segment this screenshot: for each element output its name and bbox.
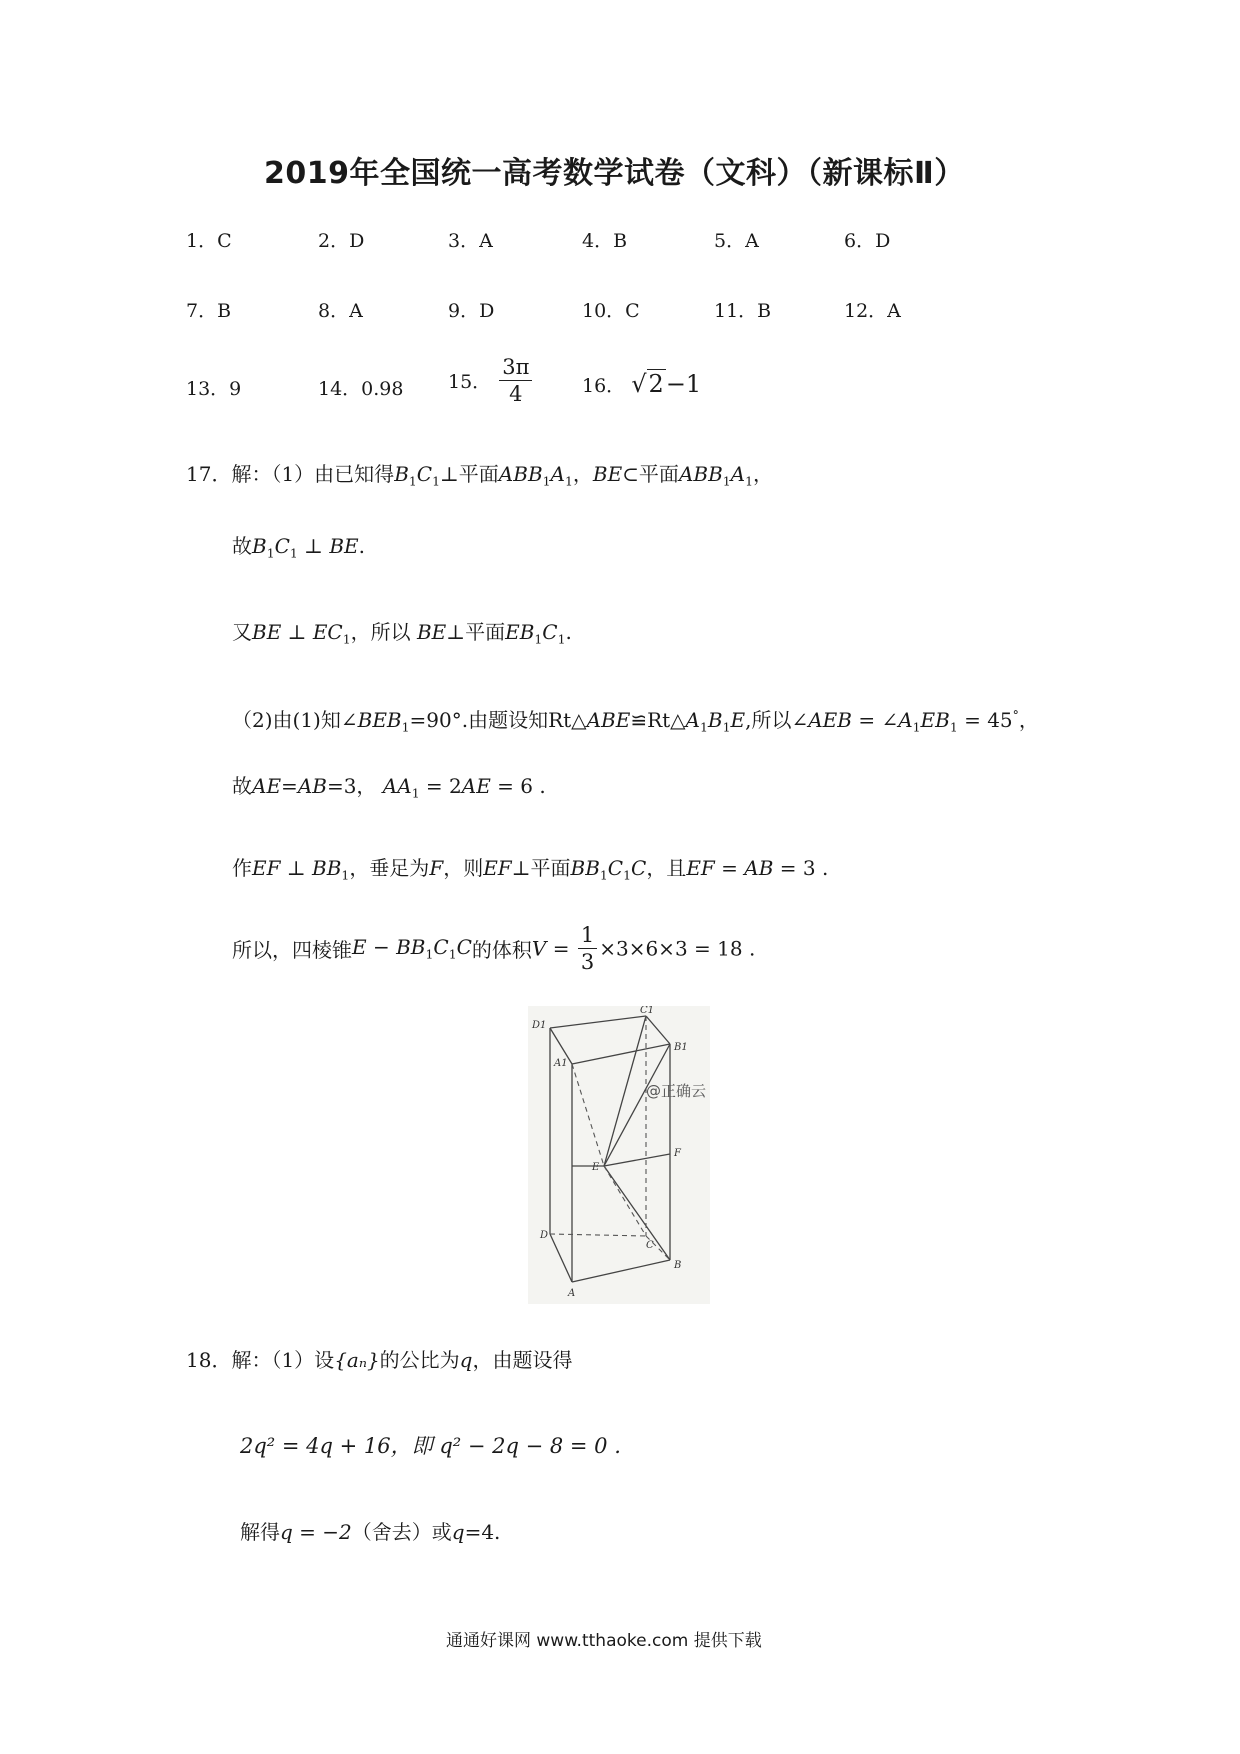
q17-text: ，则 bbox=[443, 856, 484, 880]
geometry-figure bbox=[528, 1006, 710, 1304]
label-D1: D1 bbox=[532, 1020, 547, 1031]
q17-line5: 故AE=AB=3， $AA_1 = 2AE = 6$ . bbox=[232, 774, 546, 801]
q17-part1-line1: 17．解：（1）由已知得$B_1C_1\perp$平面$ABB_1A_1$，BE⊂平面$ABB_1A_1$， bbox=[186, 462, 774, 489]
q18-text: 18．解：（1）设 bbox=[186, 1348, 335, 1372]
answer-1: 1．C bbox=[186, 230, 232, 252]
q17-text: = 2 bbox=[419, 774, 462, 798]
radicand: 2 bbox=[648, 370, 664, 398]
q17-text: 故 bbox=[232, 534, 252, 558]
q17-text: = bbox=[281, 774, 298, 798]
answer-16 bbox=[582, 370, 701, 398]
answer-2: 2．D bbox=[318, 230, 365, 252]
answer-16-sqrt: √2 bbox=[631, 370, 664, 398]
answer-3: 3．A bbox=[448, 230, 493, 252]
label-C1: C1 bbox=[640, 1006, 655, 1016]
answer-5: 5．A bbox=[714, 230, 759, 252]
q17-part2-line1: （2)由(1)知$\angle BEB_1=90^\circ$.由题设知$Rt\triangle ABE≌Rt\triangle A_1B_1E$,所以∠AEB = $\angle A_1EB_1 = 45^\circ$， bbox=[232, 707, 1039, 735]
q18-text: 的公比为 bbox=[379, 1348, 460, 1372]
q17-text: ⊂平面 bbox=[622, 462, 679, 486]
page-title: 2019年全国统一高考数学试卷（文科）（新课标Ⅱ） bbox=[264, 156, 965, 191]
answer-14: 14．0.98 bbox=[318, 378, 404, 400]
q17-line2: 故$B_1C_1$ ⊥ BE. bbox=[232, 534, 365, 561]
q17-text: = ∠ bbox=[851, 708, 899, 732]
q18-math: q bbox=[451, 1520, 465, 1544]
label-B: B bbox=[674, 1260, 682, 1271]
answer-15 bbox=[448, 356, 534, 405]
q17-text: ， bbox=[1018, 708, 1039, 732]
q18-line1: 18．解：（1）设{aₙ}的公比为q，由题设得 bbox=[186, 1348, 573, 1372]
q18-text: 解得 bbox=[240, 1520, 280, 1544]
label-A1: A1 bbox=[554, 1058, 568, 1069]
sequence-symbol: {aₙ} bbox=[334, 1348, 380, 1372]
q17-text: ，且 bbox=[646, 856, 687, 880]
q17-text: . bbox=[565, 620, 572, 644]
q17-text: = bbox=[714, 856, 745, 880]
answer-6: 6．D bbox=[844, 230, 891, 252]
q17-text: 的体积 bbox=[471, 938, 532, 963]
page-footer: 通通好课网 www.tthaoke.com 提供下载 bbox=[446, 1631, 762, 1651]
prism-diagram bbox=[528, 1006, 710, 1304]
q18-text: （舍去）或 bbox=[351, 1520, 452, 1544]
answer-8: 8．A bbox=[318, 300, 363, 322]
q17-text: 故 bbox=[232, 774, 252, 798]
q17-line3: 又BE ⊥ $EC_1$，所以 BE⊥平面$EB_1C_1$. bbox=[232, 620, 572, 647]
q17-text: 作 bbox=[232, 856, 252, 880]
label-B1: B1 bbox=[674, 1042, 688, 1053]
q17-text: ， bbox=[572, 462, 593, 486]
label-F: F bbox=[674, 1148, 681, 1159]
answer-7: 7．B bbox=[186, 300, 232, 322]
fraction-numerator: 1 bbox=[578, 924, 597, 949]
volume-fraction bbox=[578, 924, 597, 973]
q17-text: ⊥平面 bbox=[439, 462, 499, 486]
q17-text: ⊥平面 bbox=[511, 856, 571, 880]
q17-text: = 45 bbox=[957, 708, 1013, 732]
fraction-denominator: 3 bbox=[580, 950, 595, 975]
q17-line6: 作EF ⊥ $BB_1$，垂足为F，则EF⊥平面$BB_1C_1C$，且EF = AB = 3 . bbox=[232, 856, 829, 883]
answer-16-label: 16． bbox=[582, 375, 626, 397]
q18-line2: 2q² = 4q + 16，即 q² − 2q − 8 = 0 . bbox=[240, 1434, 621, 1458]
answer-15-label: 15． bbox=[448, 371, 492, 394]
q18-text: =4. bbox=[464, 1520, 501, 1544]
q17-text: ，所以 bbox=[350, 620, 411, 644]
q18-text: ，由题设得 bbox=[472, 1348, 573, 1372]
q17-line7: 所以，四棱锥$E - BB_1C_1C$的体积V = $\frac{1}{3}$ ×3×6×3 = 18 . bbox=[232, 923, 756, 975]
q17-text: . bbox=[358, 534, 365, 558]
answer-15-fraction bbox=[499, 356, 532, 405]
q17-text: = 3 . bbox=[773, 856, 829, 880]
answer-13: 13．9 bbox=[186, 378, 242, 400]
answer-12: 12．A bbox=[844, 300, 901, 322]
answer-4: 4．B bbox=[582, 230, 628, 252]
label-C: C bbox=[646, 1240, 654, 1251]
label-A: A bbox=[568, 1288, 576, 1299]
q17-text: ×3×6×3 = 18 . bbox=[599, 936, 756, 961]
q17-text: =3， bbox=[326, 774, 377, 798]
answer-11: 11．B bbox=[714, 300, 772, 322]
answer-10: 10．C bbox=[582, 300, 640, 322]
fraction-denominator: 4 bbox=[509, 382, 523, 407]
q17-text: ≌Rt△ bbox=[630, 708, 686, 732]
answer-16-rest: −1 bbox=[665, 370, 702, 398]
fraction-numerator: 3π bbox=[499, 356, 532, 381]
q17-text: ⊥平面 bbox=[446, 620, 506, 644]
q17-text: ，垂足为 bbox=[349, 856, 430, 880]
q17-text: 又 bbox=[232, 620, 252, 644]
q17-text: （2)由(1)知∠ bbox=[232, 708, 358, 732]
label-D: D bbox=[540, 1230, 549, 1241]
answer-9: 9．D bbox=[448, 300, 495, 322]
watermark: @正确云 bbox=[646, 1082, 707, 1100]
q18-math: q = −2 bbox=[280, 1520, 352, 1544]
q17-label: 17．解：（1）由已知得 bbox=[186, 462, 395, 486]
q17-text: ,所以∠ bbox=[745, 708, 809, 732]
label-E: E bbox=[592, 1162, 600, 1173]
q17-text: =90°.由题设知Rt△ bbox=[409, 708, 587, 732]
q17-text: = 6 . bbox=[490, 774, 546, 798]
q17-text: ， bbox=[753, 462, 774, 486]
q17-text: 所以，四棱锥 bbox=[232, 938, 352, 963]
q18-line3 bbox=[240, 1516, 500, 1545]
